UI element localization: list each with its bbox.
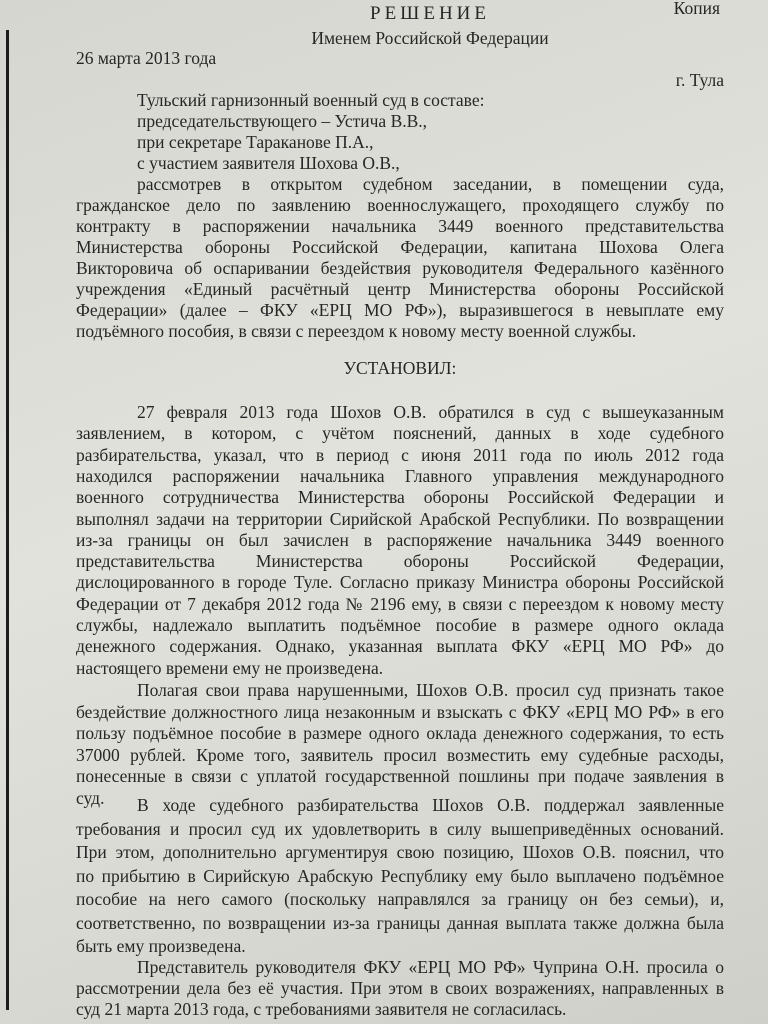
text-line: дислоцированного в городе Туле. Согласно приказу Министра обороны Российской [76,572,724,593]
text-line: соответственно, по возвращении из-за границы данная выплата также должна была [76,912,724,933]
text-line: настоящего времени ему не произведена. [76,657,384,678]
text-line: Викторовича об оспаривании бездействия руководителя Федерального казённого [76,258,724,278]
text-line: Министерства обороны Российской Федерации, капитана Шохова Олега [76,237,724,257]
text-line: рассмотрев в открытом судебном заседании, в помещении суда, [137,174,724,194]
section-heading: УСТАНОВИЛ: [343,358,457,378]
text-line: денежного содержания. Однако, указанная выплата ФКУ «ЕРЦ МО РФ» до [76,636,724,657]
text-line: военного сотрудничества Министерства обороны Российской Федерации и [76,487,724,508]
text-line: председательствующего – Устича В.В., [137,111,428,131]
text-line: гражданское дело по заявлению военнослужащего, проходящего службу по [76,195,724,215]
text-line: пособие на него самого (поскольку направлялся за границу он без семьи), и, [76,889,724,909]
text-line: находился распоряжении начальника Главного управления международного [76,465,724,486]
text-line: суд. [76,788,105,808]
text-line: контракту в распоряжении начальника 3449 военного представительства [76,216,724,236]
document-title: РЕШЕНИЕ [370,3,490,24]
text-line: заявлением, в котором, с учётом пояснений, данных в ходе судебного [76,423,724,444]
text-line: 27 февраля 2013 года Шохов О.В. обратился в суд с вышеуказанным [137,402,724,422]
text-line: суд 21 марта 2013 года, с требованиями заявителя не согласилась. [76,998,567,1019]
text-line: Представитель руководителя ФКУ «ЕРЦ МО РФ» Чуприна О.Н. просила о [137,957,724,977]
text-line: требования и просил суд их удовлетворить в силу вышеприведённых оснований. [76,818,724,839]
text-line: Полагая свои права нарушенными, Шохов О.В. просил суд признать такое [137,680,724,700]
text-line: при секретаре Тараканове П.А., [137,132,374,152]
text-line: быть ему произведена. [76,936,246,956]
decision-date: 26 марта 2013 года [76,48,217,68]
binding-edge-line [6,30,9,1010]
text-line: В ходе судебного разбирательства Шохов О.В. поддержал заявленные [137,795,724,815]
document-subtitle: Именем Российской Федерации [311,28,549,48]
text-line: рассмотрении дела без её участия. При этом в своих возражениях, направленных в [76,977,724,998]
text-line: из-за границы он был зачислен в распоряжение начальника 3449 военного [76,529,724,550]
text-line: Федерации от 7 декабря 2012 года № 2196 ему, в связи с переездом к новому месту [76,593,724,614]
text-line: 37000 рублей. Кроме того, заявитель просил возместить ему судебные расходы, [76,744,724,765]
text-line: Федерации» (далее – ФКУ «ЕРЦ МО РФ»), выразившегося в невыплате ему [76,300,724,320]
text-line: подъёмного пособия, в связи с переездом к новому месту военной службы. [76,321,637,341]
text-line: Тульский гарнизонный военный суд в составе: [137,90,485,110]
text-line: При этом, дополнительно аргументируя свою позицию, Шохов О.В. пояснил, что [76,842,724,862]
text-line: разбирательства, указал, что в период с июня 2011 года по июль 2012 года [76,444,724,465]
text-line: пользу подъёмное пособие в размере одного оклада денежного содержания, то есть [76,723,724,744]
text-line: по прибытию в Сирийскую Арабскую Республику ему было выплачено подъёмное [76,865,724,886]
text-line: понесенные в связи с уплатой государственной пошлины при подаче заявления в [76,766,724,787]
text-line: представительства Министерства обороны Российской Федерации, [76,551,724,572]
copy-mark: Копия [673,0,720,18]
text-line: службы, надлежало выплатить подъёмное пособие в размере одного оклада [76,615,724,635]
text-line: с участием заявителя Шохова О.В., [137,153,400,173]
text-line: бездействие должностного лица незаконным и взыскать с ФКУ «ЕРЦ МО РФ» в его [76,701,724,722]
decision-city: г. Тула [675,70,724,90]
text-line: учреждения «Единый расчётный центр Министерства обороны Российской [76,279,724,299]
text-line: выполнял задачи на территории Сирийской Арабской Республики. По возвращении [76,508,724,529]
